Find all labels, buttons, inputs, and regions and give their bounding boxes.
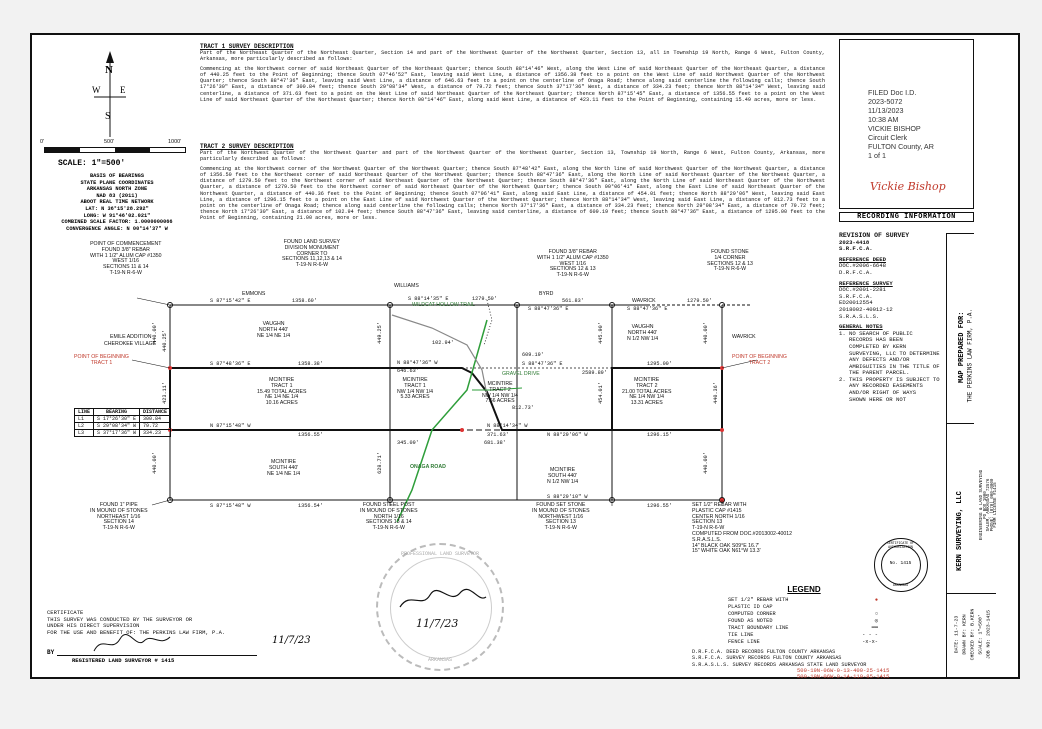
parcel-vaughn-1 [257,322,290,339]
distance-label: 1358.38' [298,361,323,367]
label-line: IN MOUND OF STONES [532,507,590,514]
distance-label: 1279.50' [687,298,712,304]
label-line: DIVISION MONUMENT [284,244,340,251]
filing-box [839,39,974,209]
note-pob-tract2 [732,355,787,367]
distance-label: 440.00' [702,452,709,474]
label-line: 21.00 TOTAL ACRES [622,388,672,395]
label-line: NORTHEAST 1/16 [97,513,141,520]
legend-item-label: TRACT BOUNDARY LINE [728,625,789,631]
kern-name: KERN SURVEYING, LLC [956,491,964,571]
label-line: SET 1/2" REBAR WITH [692,502,747,508]
tract2-para-2: Commencing at the Northwest corner of the Northwest Quarter of the Northwest Quarter; thence South 87°48'42" East, along the North line of said Northwest Quarter of the Northwest Quarter, a distance of 1356.50 feet to the Northwest corner of said Northeast Quarter of the Northwest Quarter; thence South 88°47'36" East, along the North Line of said Northeast Quarter of the Northwest Quarter, a distance of 1279.50 feet to the Northwest corner of said Northeast Quarter of the Northwest Quarter; thence South 88°47'36" East, along the North Line of said Northeast Quarter of the Northwest Quarter, a distance of 1279.50 feet to the Northwest corner of said Northeast Quarter of the Northwest Quarter; thence South 00°06'41" East, along the East Line of said Northeast Quarter of the Northwest Quarter, a distance of 440.36 feet to the Point of Beginning; thence South 07°06'41" East, along said East Line, a distance of 454.01 feet; thence North 88°29'06" West, leaving said East Line, a distance of 1296.15 feet to a point on the East Line of said Northwest Quarter of the Northwest Quarter; thence North 88°14'34" West, leaving said East Line, a distance of 812.73 feet to a point on the centerline of Onaga Road; thence along said centerline the following calls; thence North 37°17'36" East, a distance of 334.23 feet; thence North 29°08'34" East, a distance of 79.72 feet; thence North 17°26'30" East, a distance of 102.94 feet; thence South 88°47'36" East, leaving said centerline, a distance of 609.19 feet; thence South 88°47'36" East, a distance of 1295.00 feet to the Point of Beginning, containing 21.00 acres, more or less. [200,166,825,221]
fence-line [484,300,492,345]
clerk-signature: Vickie Bishop [870,180,946,193]
bearing-label: S 88°47'36" E [528,306,569,312]
basis-line: LAT: N 36°15'28.292" [85,205,149,212]
reference-survey-line: ED20012554 [839,299,873,307]
label-line: FOUND 3/8" REBAR [548,249,597,255]
distance-label: 1358.60' [292,298,317,304]
filing-line: FILED Doc I.D. [868,88,917,97]
legend-abbrev-line: D.R.F.C.A. DEED RECORDS FULTON COUNTY ARKANSAS [692,649,836,655]
reference-survey-title: REFERENCE SURVEY [839,279,893,287]
distance-label: 102.94' [432,340,454,346]
small-seal-center: No. 1415 [889,561,912,566]
legend-item-label: FOUND AS NOTED [728,618,773,624]
distance-label: 423.11' [161,382,168,404]
tract1-para-2: Commencing at the Northwest corner of said Northeast Quarter of the Northeast Quarter; thence South 88°14'46" West, along the West Line of said Northeast Quarter of the Northeast Quarter, a distance of 440.25 feet to the Point of Beginning; thence South 07°46'52" East, leaving said West Line, a distance of 1356.38 feet to a point on the West Line of said Northwest Quarter of the Northwest Quarter; thence South 88°47'36" East, leaving said West Line, a distance of 646.63 feet to a point on the centerline of Onaga Road; thence along said centerline the following calls; thence South 17°26'30" East, a distance of 300.84 feet; thence South 29°08'34" West, a distance of 79.72 feet; thence South 37°17'36" West, a distance of 334.23 feet; thence North 88°14'34" West, leaving said centerline, a distance of 371.63 feet to a point on the West Line of said Northeast Quarter of the Northeast Quarter; thence North 87°15'45" East, a distance of 1356.55 feet to a point on the West Line of said Northeast Quarter of the Northeast Quarter; thence North 00°14'46" East, along said West Line, a distance of 423.11 feet to the Point of Beginning, containing 15.49 acres, more or less. [200,66,825,103]
label-line: MCINTIRE [550,467,576,473]
filing-line: FULTON County, AR [868,142,934,151]
table-row [75,416,171,423]
revision-title: REVISION OF SURVEY [839,232,910,239]
label-line: N 1/2 NW 1/4 [547,478,579,485]
label-line: NE 1/4 NE 1/4 [257,332,291,339]
note-point-of-commencement [90,242,162,277]
distance-label: 1356.55' [298,432,323,438]
bearing-label: N 88°29'06" W [547,432,588,438]
certificate-line: CERTIFICATE [47,609,84,616]
legend-item [728,604,878,611]
parcel-number: 500-19N-06W-0-13-400-25-1415 [797,667,890,674]
scale-bar [40,139,190,159]
title-block-cell: DATE: 11-7-23 [954,615,960,654]
kern-detail-line: PO BOX 1000 [983,491,988,519]
label-line: NORTHWEST 1/16 [538,513,584,520]
legend-symbol-icon: ○ [874,611,878,617]
bearing-label: N 88°47'36" W [397,360,438,366]
tract2-para-1: Part of the Northwest Quarter of the Northwest Quarter and part of the Northwest Quarter of the Northwest Quarter, Section 13, Township 19 North, Range 6 West, Fulton County, Arkansas, more particularly described as follows: [200,150,825,163]
filing-line: VICKIE BISHOP [868,124,921,133]
line-table-cell: S 17°26'30" E [94,416,140,423]
filing-line: 1 of 1 [868,151,886,160]
legend-item [728,632,878,639]
distance-label: 454.01' [597,382,604,404]
parcel-mcintire-tract1b [397,378,433,401]
legend-item [728,618,878,625]
general-note-line: NO SEARCH OF PUBLIC [849,329,913,337]
small-seal-ring: CERTIFICATE OF AUTHORIZATION [887,541,914,549]
line-table-cell: 300.84 [140,416,171,423]
general-note-line: THE PARENT PARCEL. [849,369,910,377]
kern-block [946,423,974,593]
label-line: NE 1/4 NW 1/4 [629,394,664,401]
owner-label: EMILE ADDITION [110,334,152,340]
general-note-line: SURVEYING, LLC TO DETERMINE [849,349,940,357]
distance-label: 1296.15' [647,432,672,438]
basis-line: STATE PLANE COORDINATES [80,179,154,186]
label-line: NE 1/4 NE 1/4 [267,470,301,477]
north-letter: N [105,64,113,76]
table-row [75,430,171,437]
seal-signature-icon [398,587,488,612]
legend-abbrev-line: S.R.F.C.A. SURVEY RECORDS FULTON COUNTY ARKANSAS [692,655,842,662]
line-table-cell: 334.23 [140,430,171,437]
small-seal-state: ARKANSAS [892,583,909,587]
label-line: 5.33 ACRES [400,394,430,401]
label-line: SECTION 13 [692,519,723,526]
bearing-label: S 88°29'10" W [547,494,588,500]
certificate-line: UNDER HIS DIRECT SUPERVISION [47,622,140,629]
general-notes-title: GENERAL NOTES [839,323,883,331]
set-rebar-marker [460,428,464,432]
map-prepared-label: MAP PREPARED FOR: [958,311,966,383]
line-table-cell: L1 [75,416,94,423]
kern-detail-line: SALEM, ARKANSAS 72576 [987,478,992,532]
distance-label: 1279.50' [472,296,497,302]
label-line: S.R.A.S.L.S. [692,536,722,543]
basis-of-bearings [42,173,192,232]
parcel-mcintire-tract2 [622,378,671,407]
label-line: FOUND 1" PIPE [99,502,138,508]
tract1-description [200,43,825,103]
seal-state-text: ARKANSAS [427,657,452,663]
legend-symbol-icon: ◎ [874,618,878,624]
line-table [74,408,171,437]
reference-deed-title: REFERENCE DEED [839,255,886,263]
distance-label: 812.73' [512,405,534,411]
line-table-header: LINE [75,409,94,416]
distance-label: 646.63' [397,368,419,374]
general-note-line: AMBIGUITIES IN THE TITLE OF [849,362,940,370]
kern-details [974,423,999,593]
basis-line: NAD 83 (2011) [96,192,138,199]
bearing-label: S 88°14'35" E [408,296,449,302]
label-line: POINT OF COMMENCEMENT [90,241,162,247]
authorization-seal [874,538,928,592]
filing-stamp [868,88,934,160]
certificate-line: FOR THE USE AND BENEFIT OF: THE PERKINS LAW FIRM, P.A. [47,628,226,636]
legend-title: LEGEND [787,585,821,594]
distance-label: 440.00' [702,322,709,344]
label-line: TRACT 1 [270,382,293,389]
owner-label: WAVRICK [632,298,656,304]
seal-ring-text: PROFESSIONAL LAND SURVEYOR [400,551,479,557]
label-line: TRACT 2 [635,382,658,389]
label-line: COMPUTED FROM DOC.#2013002-40012 [692,530,793,537]
label-line: FOUND SET STONE [536,502,586,508]
parcel-mcintire-south-2 [547,468,578,485]
label-line: TRACT 1 [90,359,113,366]
distance-label: 445.90' [597,322,604,344]
label-line: T-19-N R-6-W [372,525,405,532]
label-line: 13.31 ACRES [630,400,663,407]
distance-label: 440.25' [161,330,168,352]
gravel-drive-label: GRAVEL DRIVE [502,371,540,377]
label-line: T-19-N R-6-W [544,525,577,532]
label-line: 10.16 ACRES [265,400,298,407]
owner-label: WAVRICK [732,334,756,340]
label-line: TRACT 2 [489,386,511,393]
general-note-line: AND/OR RIGHT OF WAYS [849,389,917,397]
label-line: FOUND STEEL POST [362,502,415,508]
set-rebar-marker [720,428,724,432]
reference-deed-line: DOC.#2006-6648 [839,262,886,270]
surveyor-signature-icon [92,633,172,655]
note-found-pipe [90,503,148,532]
map-prepared-client: THE PERKINS LAW FIRM, P.A. [966,308,974,403]
distance-label: 345.09' [397,440,419,446]
distance-label: 628.71' [376,452,383,474]
bearing-label: S 88°47'36" E [522,361,563,367]
label-line: CORNER TO [296,250,328,257]
label-line: MCINTIRE [269,377,295,383]
revision-item: 2023-4418 [839,238,870,246]
label-line: SOUTH 440' [268,464,299,471]
label-line: T-19-N R-6-W [295,262,329,269]
owner-label: EMMONS [242,291,266,297]
distance-label: 561.83' [562,298,584,304]
distance-label: 609.19' [522,352,544,358]
legend-item [728,639,878,646]
label-line: MCINTIRE [271,459,297,465]
label-line: FOUND STONE [711,249,749,255]
label-line: WITH 1 1/2" ALUM CAP #1350 [90,252,162,259]
table-row [75,423,171,430]
filing-line: 10:38 AM [868,115,899,124]
label-line: MCINTIRE [634,377,660,383]
label-line: MCINTIRE [487,381,513,387]
distance-label: 1296.55' [647,503,672,509]
distance-label: 440.00' [151,452,158,474]
cert-by-label: BY [47,649,55,656]
general-note-line: COMPLETED BY KERN [849,342,907,350]
label-line: FOUND LAND SURVEY [283,239,341,245]
basis-line: CONVERGENCE ANGLE: N 00°14'37" W [66,225,168,232]
cert-date: 11/7/23 [272,635,311,646]
trail-label: WILDCAT HOLLOW TRAIL [412,302,475,308]
legend-abbrev-line: S.R.A.S.L.S. SURVEY RECORDS ARKANSAS STATE LAND SURVEYOR [692,661,867,668]
reference-survey-line: 2018002-40012-12 [839,305,893,313]
title-block [946,593,996,677]
label-line: T-19-N R-6-W [109,269,142,276]
reference-survey-line: S.R.A.S.L.S. [839,312,880,320]
label-line: NE 1/4 NE 1/4 [265,394,299,401]
legend-item-label: FENCE LINE [728,639,760,645]
reference-survey-line: DOC.#2001-2281 [839,286,886,294]
distance-label: 440.36' [712,382,719,404]
legend-symbol-icon: ━━ [871,625,878,631]
distance-label: 449.25' [376,322,383,344]
label-line: MCINTIRE [402,377,428,383]
seal-date: 11/7/23 [416,617,459,630]
label-line: SECTIONS 11,12,13 & 14 [282,256,342,263]
title-block-cell: DRAWN BY: KERN [962,614,968,655]
label-line: VAUGHN [262,321,285,327]
scale-tick-1000: 1000' [168,139,182,145]
scale-tick-0: 0' [40,139,45,145]
note-found-set-stone [532,503,590,532]
parcel-numbers [797,668,889,681]
label-line: SECTIONS 13 & 14 [365,519,412,526]
filing-line: 11/13/2023 [868,106,904,115]
label-line: 7.66 ACRES [485,398,515,405]
kern-detail-line: PHONE: (870) 000-0000 [990,478,995,532]
general-note-line: THIS PROPERTY IS SUBJECT TO [849,375,940,383]
line-table-cell: S 37°17'36" W [94,430,140,437]
note-pob-tract1 [74,355,129,367]
legend-item [728,611,878,618]
label-line: N 1/2 NW 1/4 [627,335,659,342]
label-line: NORTH 440' [627,329,658,336]
label-line: 1/4 CORNER [714,254,746,261]
label-line: CENTER NORTH 1/16 [692,513,745,520]
label-line: POINT OF BEGINNING [732,354,787,360]
line-table-cell: L2 [75,423,94,430]
parcel-mcintire-south-1 [267,460,300,477]
onaga-road-line [397,320,487,522]
certificate-line: THIS SURVEY WAS CONDUCTED BY THE SURVEYOR OR [47,615,193,623]
bearing-label: S 87°48'36" E [210,361,251,367]
north-arrow-icon [90,49,130,139]
registered-surveyor-label: REGISTERED LAND SURVEYOR # 1415 [72,657,175,664]
general-note-line: RECORDS HAS BEEN [849,336,903,344]
filing-line: Circuit Clerk [868,133,908,142]
owner-label: BYRD [539,291,554,297]
legend-item-label: SET 1/2" REBAR WITH [728,597,789,603]
tract1-para-1: Part of the Northeast Quarter of the Northeast Quarter, Section 14 and part of the Northwest Quarter of the Northwest Quarter, Section 13, all in Township 19 North, Range 6 West, Fulton County, Arkansas, more particularly described as follows: [200,50,825,63]
label-line: NW 1/4 NW 1/4 [397,388,434,395]
tract2-title: TRACT 2 SURVEY DESCRIPTION [200,143,294,150]
label-line: WITH 1 1/2" ALUM CAP #1350 [537,254,609,261]
label-line: T-19-N R-6-W [713,266,747,273]
note-found-steel-post [360,503,418,532]
legend-items [728,597,878,646]
kern-detail-line: ENGINEERING & LAND SURVEYING [980,469,984,541]
label-line: 14" BLACK OAK S09°E 16.7' [692,542,760,549]
general-note-line: ANY DEFECTS AND/OR [849,356,910,364]
scale-label: SCALE: 1"=500' [58,159,126,168]
legend-item [728,625,878,632]
line-table-header: BEARING [94,409,140,416]
line-table-header: DISTANCE [140,409,171,416]
distance-label: 440.00' [151,322,158,344]
label-line: SOUTH 440' [547,472,578,479]
note-set-rebar [692,503,792,555]
label-line: 15.49 TOTAL ACRES [257,388,307,395]
scale-tick-500: 500' [104,139,115,145]
basis-line: BASIS OF BEARINGS [89,173,145,179]
note-found-stone-top [707,250,753,273]
tract2-description [200,143,825,221]
distance-label: 371.63' [487,432,509,438]
basis-line: ABOOT REAL TIME NETWORK [80,199,154,206]
title-block-cell: SCALE: 1"=500' [978,614,984,655]
owner-label: WILLIAMS [394,283,419,289]
label-line: SECTIONS 12 & 13 [707,260,753,267]
parcel-vaughn-2 [627,325,658,342]
bearing-label: S 87°15'48" W [210,503,251,509]
label-line: VAUGHN [631,324,654,330]
note-found-rebar-top [537,250,609,279]
survey-sheet [30,33,1020,679]
parcel-mcintire-tract2a [482,382,518,405]
map-prepared-block [946,233,974,423]
parcel-number: 500-19N-06W-0-14-110-85-1415 [797,673,890,681]
distance-label: 1295.00' [647,361,672,367]
bearing-label: S 87°15'42" E [210,298,251,304]
revision-block: REVISION OF SURVEY 2023-4418 S.R.F.C.A. REFERENCE DEED DOC.#2006-6648 D.R.F.C.A. REFERENCE SURVEY DOC.#2001-2281 S.R.F.C.A. ED20012554 2018002-40012-12 S.R.A.S.L.S. GENERAL NOTES 1. NO SEARCH OF PUBLIC RECORDS HAS BEEN COMPLETED BY KERN SURVEYING, LLC TO DETERMINE ANY DEFECTS AND/OR AMBIGUITIES IN THE TITLE OF THE PARENT PARCEL. 2. THIS PROPERTY IS SUBJECT TO ANY RECORDED EASEMENTS AND/OR RIGHT OF WAYS SHOWN HERE OR NOT [839,233,944,403]
owner-label: CHEROKEE VILLAGE [104,341,157,347]
distance-label: 681.38' [484,440,506,446]
legend-item-label: TIE LINE [728,632,754,638]
recording-information-label: RECORDING INFORMATION [839,212,974,222]
legend-symbol-icon: ● [874,597,878,603]
surveyor-seal [376,543,504,671]
label-line: TRACT 1 [404,382,426,389]
basis-line: COMBINED SCALE FACTOR: 1.0000000066 [61,219,173,226]
label-line: SECTION 13 [545,519,576,526]
general-note-line: ANY RECORDED EASEMENTS [849,382,923,390]
label-line: T-19-N R-6-W [692,525,725,532]
basis-line: LONG: W 91°46'02.021" [83,212,151,219]
label-line: NORTH 1/16 [373,513,404,520]
label-line: FOUND 3/8" REBAR [101,246,150,253]
note-found-land-survey [282,240,342,269]
label-line: SECTIONS 11 & 14 [103,264,149,271]
bearing-label: N 88°14'34" W [487,423,528,429]
title-block-cell: CHECKED BY: B.KERN [970,608,976,661]
distance-label: 2589.89' [582,370,607,376]
basis-line: ARKANSAS NORTH ZONE [86,186,148,193]
label-line: SECTION 14 [103,519,134,526]
reference-deed-line: D.R.F.C.A. [839,268,873,276]
south-letter: S [105,111,111,122]
east-letter: E [120,85,126,95]
legend-symbol-icon: -x-x- [862,639,878,645]
label-line: PLASTIC CAP #1415 [692,507,742,514]
onaga-road-label: ONAGA ROAD [410,464,446,470]
label-line: POINT OF BEGINNING [74,354,129,360]
west-letter: W [92,85,101,95]
label-line: IN MOUND OF STONES [360,507,418,514]
general-note-line: SHOWN HERE OR NOT [849,395,907,403]
bearing-label: S 88°47'36" E [627,306,668,312]
tract1-title: TRACT 1 SURVEY DESCRIPTION [200,43,294,50]
surveyor-certificate [47,610,327,636]
label-line: WEST 1/16 [112,258,139,265]
parcel-mcintire-tract1 [257,378,306,407]
revision-item: S.R.F.C.A. [839,245,873,253]
kern-detail-line: FIRM LICENSE #1415 [994,482,999,528]
legend-symbol-icon: - - - [862,632,878,638]
line-table-cell: S 29°08'34" W [94,423,140,430]
label-line: 15" WHITE OAK N61°W 13.3' [692,548,761,555]
bearing-label: N 87°15'48" W [210,423,251,429]
line-table-cell: 79.72 [140,423,171,430]
label-line: WEST 1/16 [559,260,586,267]
label-line: IN MOUND OF STONES [90,507,148,514]
legend-item-label: PLASTIC ID CAP [728,604,773,610]
line-table-cell: L3 [75,430,94,437]
reference-survey-line: S.R.F.C.A. [839,292,873,300]
label-line: NORTH 440' [258,326,289,333]
legend-item [728,597,878,604]
label-line: NW 1/4 NW 1/4 [482,392,519,399]
distance-label: 1356.54' [298,503,323,509]
legend-item-label: COMPUTED CORNER [728,611,776,617]
label-line: T-19-N R-6-W [556,272,589,279]
title-block-cell: JOB NO: 2023-1415 [986,610,992,659]
label-line: T-19-N R-6-W [102,525,135,532]
label-line: SECTIONS 12 & 13 [549,266,596,273]
filing-line: 2023-5072 [868,97,903,106]
label-line: TRACT 2 [748,359,771,366]
